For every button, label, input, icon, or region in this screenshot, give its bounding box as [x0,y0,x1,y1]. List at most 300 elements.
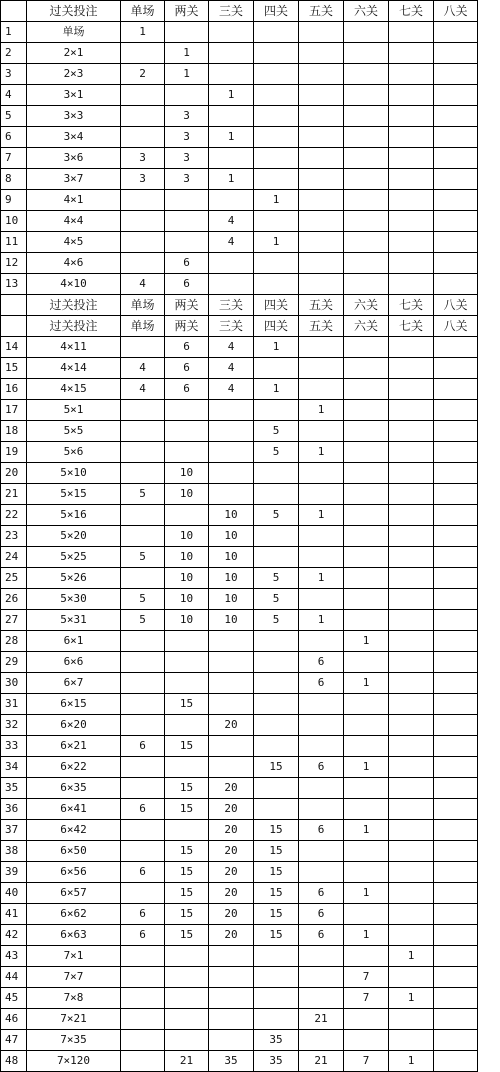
cell-four-leg [254,547,299,568]
cell-bet-type: 7×35 [27,1030,121,1051]
cell-single: 6 [121,904,165,925]
cell-index: 43 [1,946,27,967]
cell-bet-type: 6×62 [27,904,121,925]
cell-two-leg [165,22,209,43]
cell-index: 25 [1,568,27,589]
cell-seven-leg [389,631,434,652]
table-row [1,169,478,190]
header-cell-four-leg: 四关 [254,1,299,22]
cell-single [121,337,165,358]
cell-bet-type: 6×7 [27,673,121,694]
cell-three-leg: 10 [209,547,254,568]
cell-four-leg: 15 [254,925,299,946]
cell-bet-type: 2×3 [27,64,121,85]
table-row [1,421,478,442]
cell-seven-leg [389,841,434,862]
cell-index: 10 [1,211,27,232]
cell-eight-leg [434,148,478,169]
cell-two-leg: 10 [165,589,209,610]
cell-index: 42 [1,925,27,946]
table-row [1,400,478,421]
cell-five-leg: 1 [299,505,344,526]
cell-two-leg: 1 [165,64,209,85]
table-row [1,211,478,232]
cell-index: 6 [1,127,27,148]
header-cell-four-leg: 四关 [254,295,299,316]
cell-seven-leg [389,652,434,673]
header-cell-eight-leg: 八关 [434,316,478,337]
cell-four-leg [254,673,299,694]
cell-index: 32 [1,715,27,736]
cell-index: 30 [1,673,27,694]
cell-seven-leg [389,253,434,274]
cell-two-leg [165,1030,209,1051]
cell-seven-leg [389,862,434,883]
cell-bet-type: 3×4 [27,127,121,148]
cell-five-leg [299,799,344,820]
cell-four-leg [254,169,299,190]
cell-index: 2 [1,43,27,64]
cell-bet-type: 7×7 [27,967,121,988]
cell-two-leg: 10 [165,610,209,631]
header-cell-three-leg: 三关 [209,1,254,22]
cell-four-leg [254,736,299,757]
cell-index: 7 [1,148,27,169]
cell-bet-type: 6×35 [27,778,121,799]
cell-four-leg: 1 [254,232,299,253]
cell-six-leg: 1 [344,820,389,841]
cell-three-leg [209,148,254,169]
cell-index: 17 [1,400,27,421]
cell-seven-leg [389,568,434,589]
cell-seven-leg [389,925,434,946]
cell-three-leg [209,946,254,967]
header-cell-single: 单场 [121,295,165,316]
cell-five-leg [299,253,344,274]
cell-five-leg: 6 [299,820,344,841]
table-row [1,631,478,652]
cell-five-leg: 6 [299,673,344,694]
table-row [1,547,478,568]
cell-five-leg [299,946,344,967]
cell-four-leg: 1 [254,190,299,211]
cell-seven-leg [389,211,434,232]
cell-three-leg: 20 [209,778,254,799]
table-row [1,778,478,799]
cell-two-leg: 21 [165,1051,209,1072]
cell-five-leg: 6 [299,925,344,946]
header-cell-eight-leg: 八关 [434,295,478,316]
cell-eight-leg [434,547,478,568]
cell-two-leg [165,988,209,1009]
cell-single [121,988,165,1009]
header-cell-five-leg: 五关 [299,1,344,22]
cell-two-leg [165,757,209,778]
cell-six-leg [344,568,389,589]
cell-index: 45 [1,988,27,1009]
cell-seven-leg [389,64,434,85]
cell-index: 44 [1,967,27,988]
cell-single [121,85,165,106]
cell-index: 47 [1,1030,27,1051]
cell-single [121,253,165,274]
cell-two-leg: 15 [165,862,209,883]
cell-index: 4 [1,85,27,106]
cell-two-leg [165,442,209,463]
header-cell-two-leg: 两关 [165,295,209,316]
cell-single [121,715,165,736]
cell-five-leg [299,526,344,547]
cell-eight-leg [434,610,478,631]
cell-seven-leg [389,379,434,400]
table-row [1,988,478,1009]
cell-six-leg [344,337,389,358]
table-row [1,589,478,610]
cell-eight-leg [434,799,478,820]
cell-three-leg: 4 [209,379,254,400]
cell-seven-leg [389,421,434,442]
table-row [1,652,478,673]
header-cell-seven-leg: 七关 [389,295,434,316]
cell-five-leg [299,484,344,505]
cell-seven-leg [389,757,434,778]
cell-four-leg: 5 [254,442,299,463]
cell-index: 3 [1,64,27,85]
cell-five-leg [299,43,344,64]
cell-single [121,526,165,547]
cell-eight-leg [434,883,478,904]
cell-four-leg [254,484,299,505]
cell-five-leg [299,211,344,232]
cell-eight-leg [434,64,478,85]
cell-seven-leg [389,547,434,568]
cell-eight-leg [434,337,478,358]
cell-five-leg [299,190,344,211]
table-row [1,799,478,820]
cell-three-leg [209,631,254,652]
cell-single [121,43,165,64]
table-row [1,232,478,253]
cell-single [121,232,165,253]
cell-two-leg [165,211,209,232]
table-row [1,85,478,106]
cell-single [121,1030,165,1051]
cell-single [121,211,165,232]
cell-two-leg [165,820,209,841]
cell-bet-type: 5×30 [27,589,121,610]
cell-three-leg [209,484,254,505]
cell-five-leg [299,463,344,484]
cell-four-leg [254,400,299,421]
cell-index: 18 [1,421,27,442]
cell-five-leg [299,64,344,85]
cell-eight-leg [434,211,478,232]
cell-single [121,946,165,967]
table-row [1,190,478,211]
repeated-header-row [1,316,478,337]
cell-four-leg: 15 [254,757,299,778]
cell-three-leg: 10 [209,505,254,526]
cell-four-leg: 15 [254,820,299,841]
cell-single [121,757,165,778]
cell-index: 20 [1,463,27,484]
cell-three-leg [209,400,254,421]
cell-bet-type: 3×3 [27,106,121,127]
cell-eight-leg [434,22,478,43]
cell-seven-leg [389,106,434,127]
cell-two-leg: 15 [165,736,209,757]
cell-four-leg [254,211,299,232]
cell-six-leg: 1 [344,883,389,904]
cell-six-leg [344,190,389,211]
cell-five-leg: 1 [299,568,344,589]
cell-index: 24 [1,547,27,568]
cell-three-leg [209,736,254,757]
cell-seven-leg [389,358,434,379]
cell-bet-type: 5×15 [27,484,121,505]
cell-two-leg: 1 [165,43,209,64]
cell-seven-leg [389,43,434,64]
cell-three-leg: 20 [209,925,254,946]
cell-bet-type: 5×16 [27,505,121,526]
header-cell-bet-type: 过关投注 [27,1,121,22]
cell-seven-leg [389,442,434,463]
cell-four-leg [254,715,299,736]
cell-four-leg: 35 [254,1030,299,1051]
table-row [1,358,478,379]
cell-index: 22 [1,505,27,526]
cell-two-leg: 3 [165,169,209,190]
cell-eight-leg [434,925,478,946]
table-row [1,106,478,127]
cell-six-leg [344,589,389,610]
cell-four-leg [254,358,299,379]
cell-seven-leg [389,1009,434,1030]
cell-single [121,568,165,589]
cell-bet-type: 4×15 [27,379,121,400]
cell-eight-leg [434,652,478,673]
cell-bet-type: 6×22 [27,757,121,778]
cell-six-leg [344,505,389,526]
cell-four-leg [254,967,299,988]
cell-bet-type: 5×5 [27,421,121,442]
cell-index: 28 [1,631,27,652]
cell-seven-leg [389,337,434,358]
cell-six-leg [344,799,389,820]
table-row [1,1030,478,1051]
cell-three-leg [209,442,254,463]
cell-four-leg: 15 [254,883,299,904]
cell-bet-type: 3×7 [27,169,121,190]
header-cell-three-leg: 三关 [209,295,254,316]
header-cell-single: 单场 [121,1,165,22]
cell-bet-type: 6×15 [27,694,121,715]
cell-bet-type: 5×1 [27,400,121,421]
cell-two-leg: 15 [165,925,209,946]
table-row [1,715,478,736]
cell-eight-leg [434,43,478,64]
cell-two-leg [165,673,209,694]
cell-single [121,400,165,421]
cell-three-leg [209,757,254,778]
cell-six-leg: 7 [344,988,389,1009]
cell-bet-type: 7×8 [27,988,121,1009]
cell-index: 11 [1,232,27,253]
cell-five-leg [299,337,344,358]
cell-six-leg [344,862,389,883]
cell-bet-type: 6×1 [27,631,121,652]
cell-four-leg [254,778,299,799]
cell-index: 34 [1,757,27,778]
cell-three-leg [209,1009,254,1030]
cell-five-leg [299,22,344,43]
cell-three-leg: 1 [209,85,254,106]
cell-index: 19 [1,442,27,463]
cell-seven-leg [389,148,434,169]
cell-two-leg: 3 [165,106,209,127]
cell-seven-leg [389,274,434,295]
cell-six-leg [344,442,389,463]
table-row [1,967,478,988]
table-row [1,946,478,967]
cell-single [121,841,165,862]
cell-single [121,463,165,484]
cell-eight-leg [434,484,478,505]
cell-eight-leg [434,862,478,883]
cell-three-leg: 20 [209,820,254,841]
cell-single: 3 [121,148,165,169]
cell-seven-leg: 1 [389,1051,434,1072]
cell-single [121,1009,165,1030]
cell-seven-leg [389,22,434,43]
cell-four-leg [254,652,299,673]
cell-eight-leg [434,673,478,694]
cell-six-leg: 7 [344,1051,389,1072]
cell-single [121,631,165,652]
cell-eight-leg [434,274,478,295]
header-cell-index [1,295,27,316]
cell-two-leg [165,421,209,442]
cell-five-leg: 21 [299,1051,344,1072]
cell-seven-leg [389,967,434,988]
cell-five-leg [299,778,344,799]
cell-six-leg [344,421,389,442]
cell-five-leg [299,547,344,568]
cell-three-leg: 20 [209,841,254,862]
cell-single: 6 [121,736,165,757]
cell-seven-leg [389,505,434,526]
cell-three-leg: 10 [209,610,254,631]
header-cell-seven-leg: 七关 [389,316,434,337]
cell-three-leg: 4 [209,211,254,232]
cell-four-leg [254,106,299,127]
cell-seven-leg [389,820,434,841]
cell-single [121,106,165,127]
header-cell-six-leg: 六关 [344,316,389,337]
cell-index: 35 [1,778,27,799]
cell-index: 29 [1,652,27,673]
cell-seven-leg [389,85,434,106]
cell-eight-leg [434,988,478,1009]
header-cell-single: 单场 [121,316,165,337]
cell-bet-type: 3×1 [27,85,121,106]
cell-eight-leg [434,841,478,862]
cell-bet-type: 6×20 [27,715,121,736]
cell-six-leg: 1 [344,757,389,778]
cell-seven-leg [389,400,434,421]
cell-eight-leg [434,421,478,442]
cell-eight-leg [434,106,478,127]
cell-four-leg [254,799,299,820]
table-row [1,442,478,463]
cell-four-leg: 5 [254,589,299,610]
cell-index: 12 [1,253,27,274]
cell-six-leg [344,946,389,967]
table-row [1,925,478,946]
cell-eight-leg [434,253,478,274]
cell-two-leg [165,967,209,988]
cell-eight-leg [434,1030,478,1051]
cell-two-leg: 15 [165,694,209,715]
header-cell-bet-type: 过关投注 [27,295,121,316]
cell-three-leg: 20 [209,715,254,736]
cell-seven-leg [389,526,434,547]
cell-six-leg [344,1030,389,1051]
cell-bet-type: 4×1 [27,190,121,211]
cell-single [121,883,165,904]
cell-single: 3 [121,169,165,190]
cell-six-leg [344,169,389,190]
cell-three-leg [209,253,254,274]
cell-two-leg: 15 [165,883,209,904]
cell-single: 1 [121,22,165,43]
cell-three-leg [209,463,254,484]
cell-six-leg [344,358,389,379]
cell-bet-type: 4×11 [27,337,121,358]
cell-single: 6 [121,862,165,883]
cell-eight-leg [434,190,478,211]
cell-five-leg: 1 [299,442,344,463]
cell-four-leg [254,253,299,274]
cell-two-leg [165,190,209,211]
header-cell-three-leg: 三关 [209,316,254,337]
cell-six-leg [344,1009,389,1030]
cell-index: 26 [1,589,27,610]
cell-single: 4 [121,358,165,379]
table-row [1,694,478,715]
cell-three-leg: 4 [209,232,254,253]
cell-four-leg [254,463,299,484]
cell-six-leg: 1 [344,673,389,694]
cell-index: 14 [1,337,27,358]
cell-two-leg [165,631,209,652]
table-row [1,862,478,883]
header-cell-two-leg: 两关 [165,1,209,22]
cell-four-leg [254,127,299,148]
cell-five-leg: 6 [299,883,344,904]
cell-single: 4 [121,274,165,295]
cell-five-leg [299,85,344,106]
cell-bet-type: 5×31 [27,610,121,631]
cell-six-leg [344,22,389,43]
cell-eight-leg [434,169,478,190]
cell-five-leg: 1 [299,610,344,631]
cell-seven-leg [389,673,434,694]
cell-six-leg [344,64,389,85]
cell-three-leg: 35 [209,1051,254,1072]
table-row [1,274,478,295]
cell-eight-leg [434,358,478,379]
